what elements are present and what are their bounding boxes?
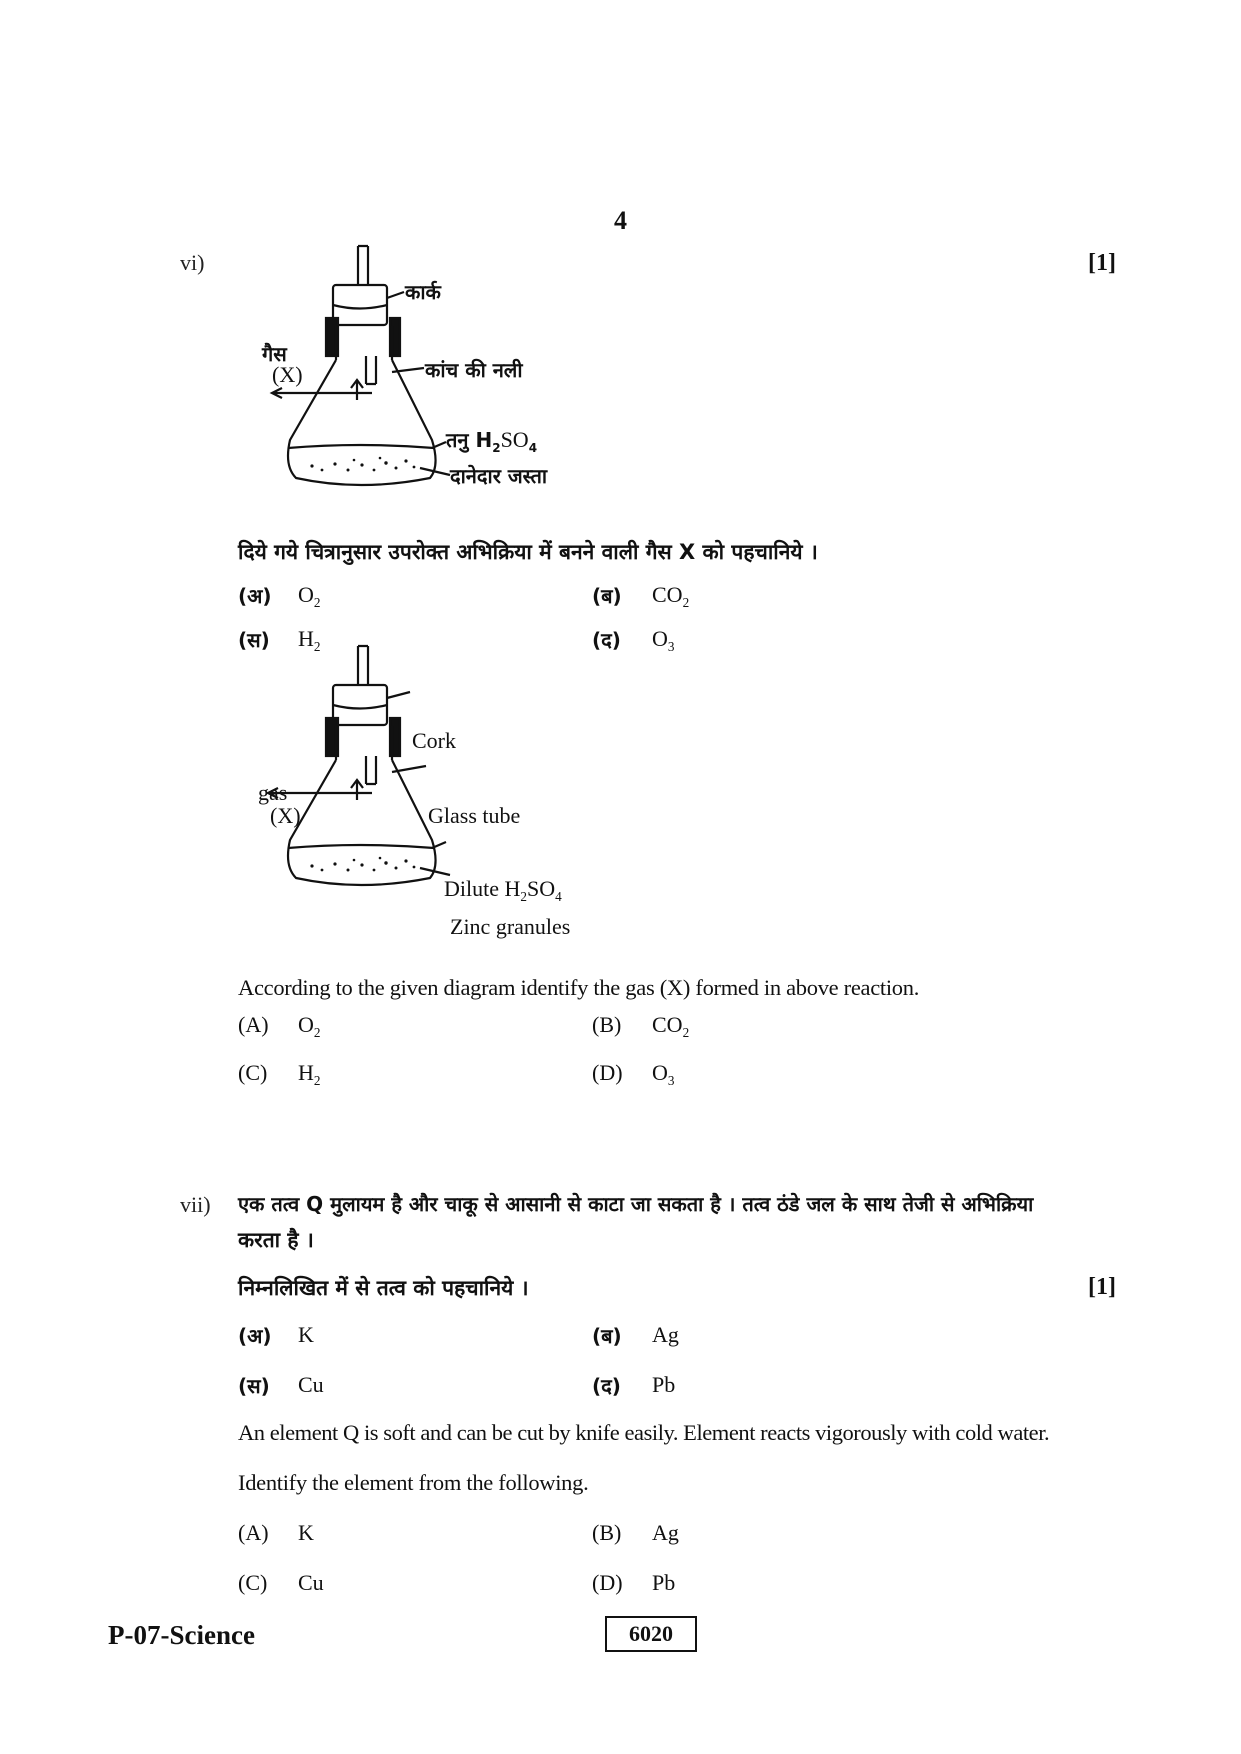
label-dilute-acid: तनु $H_2SO_4$ (446, 427, 538, 455)
label-gas-x: (X) (270, 803, 301, 828)
option-a-hindi: (अ) $O_2$ (238, 582, 321, 610)
option-d-hindi: (द) Pb (592, 1372, 676, 1398)
option-a-hindi: (अ) K (238, 1322, 314, 1348)
question-text-hindi-line2: करता है । (238, 1228, 314, 1252)
option-b-hindi: (ब) Ag (592, 1322, 679, 1348)
zinc-granules (310, 457, 415, 472)
question-prompt-hindi: निम्नलिखित में से तत्व को पहचानिये । (238, 1276, 529, 1300)
option-c-hindi: (स) Cu (238, 1372, 324, 1398)
label-gas: गैस (262, 342, 287, 366)
question-marks: [1] (1088, 250, 1116, 276)
question-text-english: According to the given diagram identify the gas (X) formed in above reaction. (238, 975, 920, 1000)
option-a-english: (A) $O_2$ (238, 1012, 321, 1040)
option-b-english: (B) Ag (592, 1520, 679, 1545)
conical-flask (268, 646, 450, 885)
option-b-english: (B) $CO_2$ (592, 1012, 690, 1040)
label-zinc: Zinc granules (450, 914, 571, 939)
label-zinc: दानेदार जस्ता (450, 464, 548, 488)
option-c-english: (C) Cu (238, 1570, 324, 1595)
label-cork: कार्क (405, 280, 441, 304)
option-a-english: (A) K (238, 1520, 314, 1545)
option-d-english: (D) Pb (592, 1570, 676, 1595)
label-glass-tube: कांच की नली (425, 358, 523, 382)
question-text-english-1: An element Q is soft and can be cut by knife easily. Element reacts vigorously with cold water. (238, 1420, 1050, 1445)
question-number: vii) (180, 1192, 211, 1217)
question-text-english-2: Identify the element from the following. (238, 1470, 589, 1495)
option-d-hindi: (द) $O_3$ (592, 626, 675, 654)
page-number: 4 (614, 206, 627, 235)
question-text-hindi-line1: एक तत्व Q मुलायम है और चाकू से आसानी से काटा जा सकता है । तत्व ठंडे जल के साथ तेजी से अभिक्रिया (238, 1192, 1034, 1216)
question-marks: [1] (1088, 1274, 1116, 1300)
option-c-english: (C) $H_2$ (238, 1060, 321, 1088)
zinc-granules (310, 857, 415, 872)
option-c-hindi: (स) $H_2$ (238, 626, 321, 654)
booklet-code-box: 6020 (605, 1616, 697, 1652)
label-glass-tube: Glass tube (428, 803, 521, 828)
question-number: vi) (180, 250, 205, 275)
label-cork: Cork (412, 728, 456, 753)
option-b-hindi: (ब) $CO_2$ (592, 582, 690, 610)
label-dilute-acid: Dilute $H_2SO_4$ (444, 876, 562, 904)
option-d-english: (D) $O_3$ (592, 1060, 675, 1088)
label-gas-x: (X) (272, 362, 303, 387)
paper-code: P-07-Science (108, 1620, 255, 1650)
label-gas: gas (258, 780, 288, 805)
question-text-hindi: दिये गये चित्रानुसार उपरोक्त अभिक्रिया में बनने वाली गैस X को पहचानिये । (238, 540, 818, 564)
